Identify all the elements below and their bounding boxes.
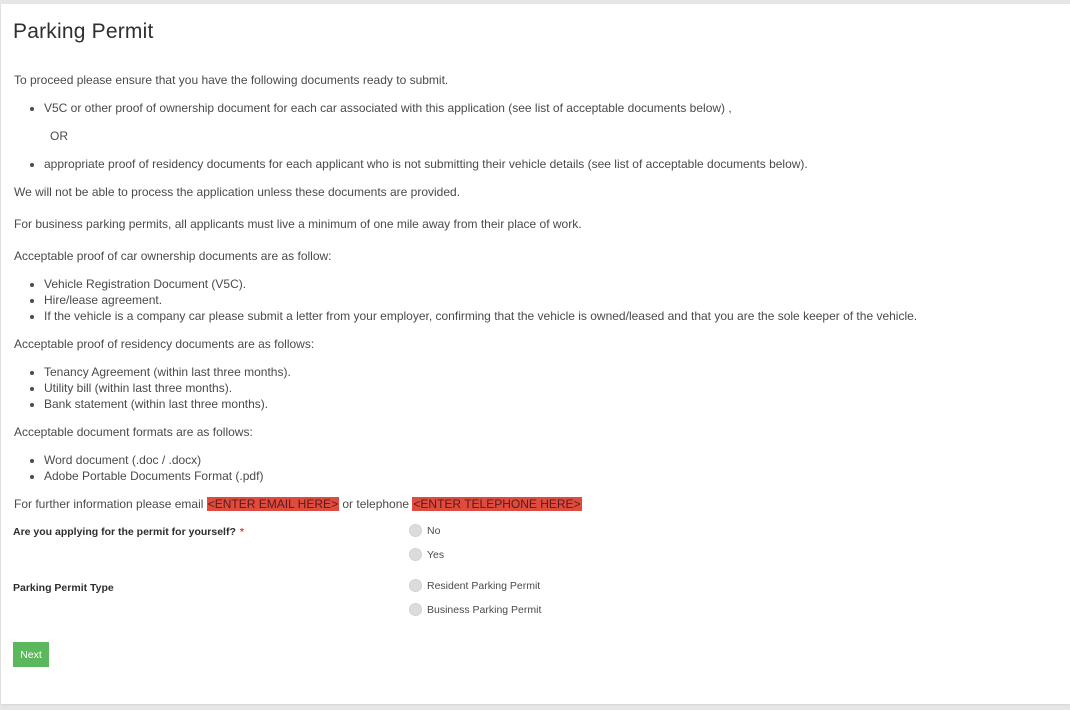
question-self-text: Are you applying for the permit for yourself? (13, 526, 236, 538)
radio-self-yes[interactable] (409, 548, 444, 561)
warning-text: We will not be able to process the application unless these documents are provided. (14, 185, 461, 199)
list-item: • Hire/lease agreement. (44, 292, 1054, 308)
ownership-list (14, 276, 1054, 324)
formats-heading: Acceptable document formats are as follows: (14, 425, 253, 439)
list-item: • Adobe Portable Documents Format (.pdf) (44, 468, 1054, 484)
list-item: • If the vehicle is a company car please submit a letter from your employer, confirming that the vehicle is owned/leased and that you are the sole keeper of the vehicle. (44, 308, 1054, 324)
required-docs-list (14, 100, 1054, 116)
list-item: • Vehicle Registration Document (V5C). (44, 276, 1054, 292)
residency-heading: Acceptable proof of residency documents are as follows: (14, 337, 315, 351)
radio-circle[interactable] (409, 579, 422, 592)
ownership-heading: Acceptable proof of car ownership documents are as follow: (14, 249, 332, 263)
residency-list (14, 364, 1054, 412)
radio-circle[interactable] (409, 524, 422, 537)
required-docs-list-2 (14, 156, 1054, 172)
radio-business-permit[interactable] (409, 603, 541, 616)
intro-text: To proceed please ensure that you have the following documents ready to submit. (14, 73, 449, 87)
contact-line (14, 496, 1054, 512)
contact-prefix: For further information please email (14, 497, 207, 511)
or-text: OR (50, 129, 68, 143)
required-marker: * (239, 526, 244, 538)
instructions (14, 72, 1054, 512)
list-item: • V5C or other proof of ownership document for each car associated with this application (see list of acceptable documents below) , (44, 100, 1054, 116)
radio-label: No (427, 524, 441, 537)
radio-label: Yes (427, 548, 445, 561)
radio-label: Business Parking Permit (427, 603, 542, 616)
radio-resident-permit[interactable] (409, 579, 540, 592)
business-note: For business parking permits, all applicants must live a minimum of one mile away from their place of work. (14, 217, 582, 231)
next-button[interactable]: Next (13, 642, 49, 667)
radio-circle[interactable] (409, 548, 422, 561)
radio-label: Resident Parking Permit (427, 579, 541, 592)
list-item: • Tenancy Agreement (within last three months). (44, 364, 1054, 380)
page-title: Parking Permit (13, 20, 154, 43)
list-item: • Utility bill (within last three months). (44, 380, 1054, 396)
form-card (1, 4, 1070, 704)
list-item: • Bank statement (within last three months). (44, 396, 1054, 412)
list-item: • appropriate proof of residency documents for each applicant who is not submitting their vehicle details (see list of acceptable documents below). (44, 156, 1054, 172)
email-placeholder: <ENTER EMAIL HERE> (207, 497, 339, 511)
list-item: • Word document (.doc / .docx) (44, 452, 1054, 468)
phone-placeholder: <ENTER TELEPHONE HERE> (413, 497, 581, 511)
radio-circle[interactable] (409, 603, 422, 616)
contact-middle: or telephone (339, 497, 413, 511)
radio-self-no[interactable] (409, 524, 440, 537)
formats-list (14, 452, 1054, 484)
question-self-label (13, 526, 244, 538)
question-type-label: Parking Permit Type (13, 582, 114, 594)
